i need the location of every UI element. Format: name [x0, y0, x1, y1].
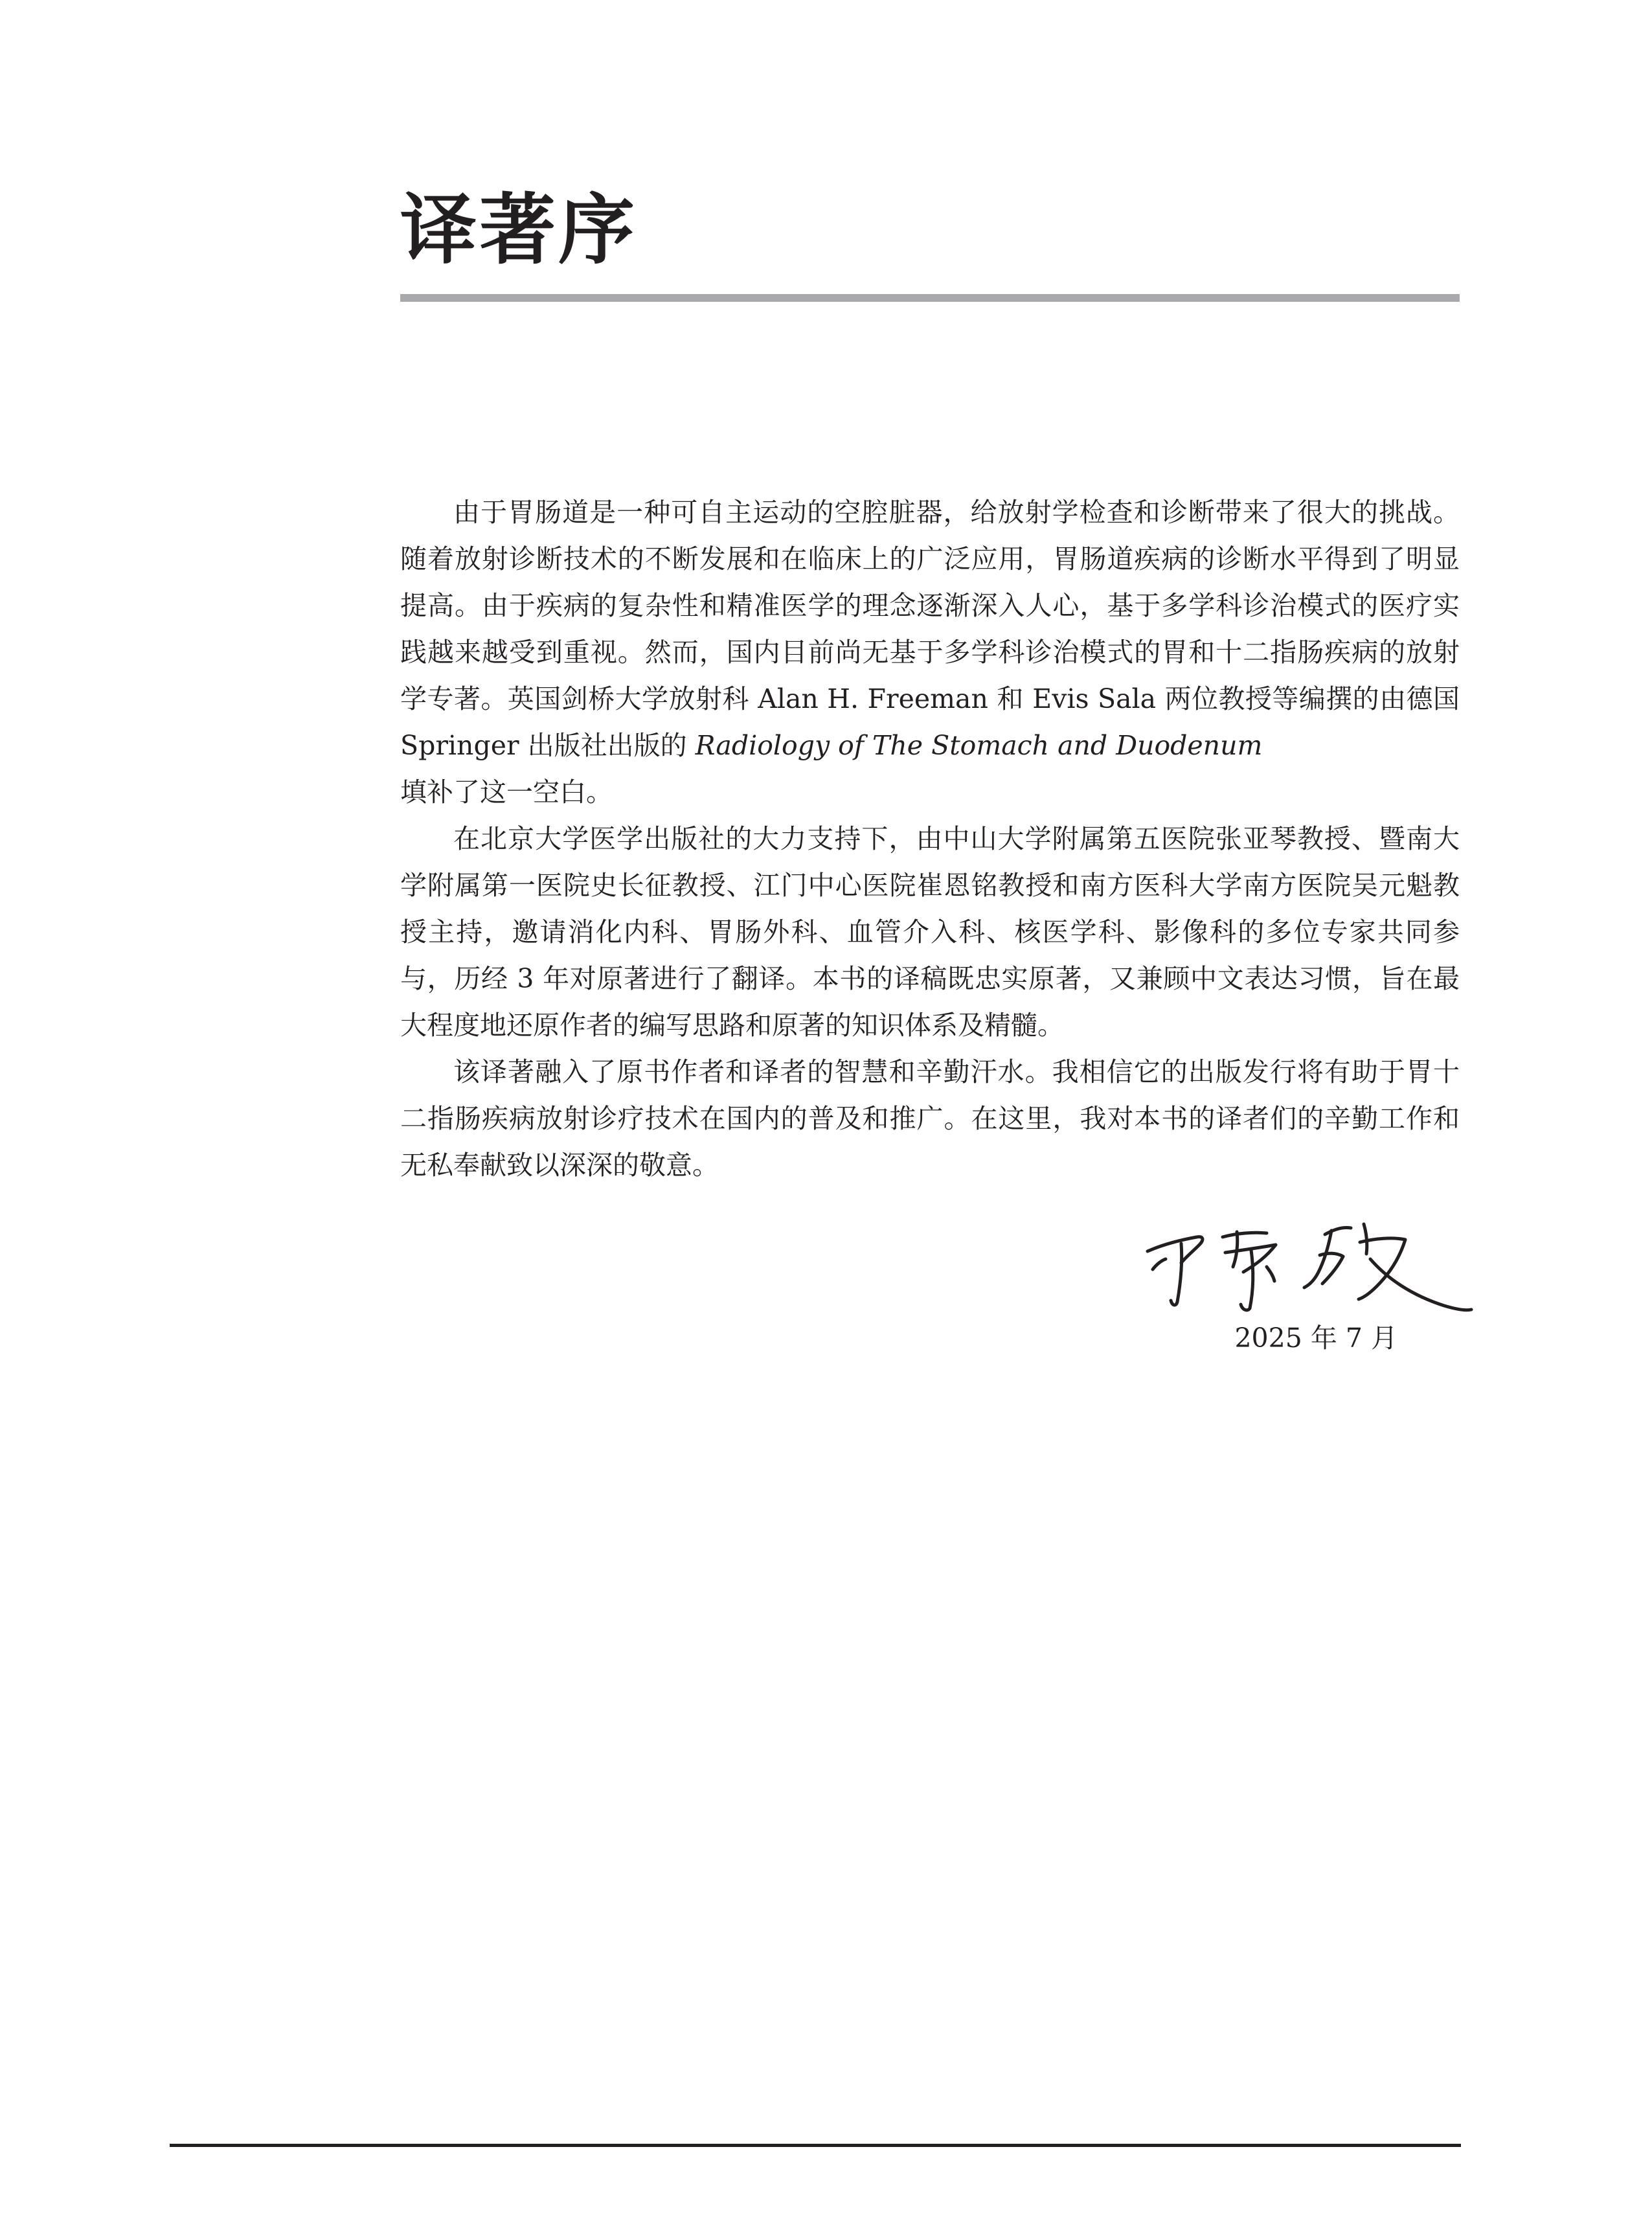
date: 2025 年 7 月 — [1234, 1323, 1397, 1354]
paragraph-2: 在北京大学医学出版社的大力支持下，由中山大学附属第五医院张亚琴教授、暨南大学附属第一医院史长征教授、江门中心医院崔恩铭教授和南方医科大学南方医院吴元魁教授主持，邀请消化内科、胃肠外科、血管介入科、核医学科、影像科的多位专家共同参与，历经 3 年对原著进行了翻译。本书的译稿既忠实原著，又兼顾中文表达习惯，旨在最大程度地还原作者的编写思路和原著的知识体系及精髓。 — [400, 823, 1460, 1041]
paragraph-1-text: 由于胃肠道是一种可自主运动的空腔脏器，给放射学检查和诊断带来了很大的挑战。随着放射诊断技术的不断发展和在临床上的广泛应用，胃肠道疾病的诊断水平得到了明显提高。由于疾病的复杂性和精准医学的理念逐渐深入人心，基于多学科诊治模式的医疗实践越来越受到重视。然而，国内目前尚无基于多学科诊治模式的胃和十二指肠疾病的放射学专著。英国剑桥大学放射科 Alan H. Freeman 和 Evis Sala 两位教授等编撰的由德国 Springer 出版社出版的 — [400, 497, 1460, 761]
preface-body — [400, 489, 1460, 1188]
footer-divider — [170, 2144, 1461, 2147]
title-divider — [400, 294, 1460, 302]
paragraph-1-end: 填补了这一空白。 — [400, 777, 613, 808]
handwritten-signature — [1140, 1205, 1477, 1321]
page-title: 译著序 — [400, 185, 638, 275]
paragraph-3: 该译著融入了原书作者和译者的智慧和辛勤汗水。我相信它的出版发行将有助于胃十二指肠疾病放射诊疗技术在国内的普及和推广。在这里，我对本书的译者们的辛勤工作和无私奉献致以深深的敬意。 — [400, 1056, 1460, 1181]
book-title-italic: Radiology of The Stomach and Duodenum — [695, 730, 1263, 761]
paragraph-1 — [400, 489, 1460, 815]
